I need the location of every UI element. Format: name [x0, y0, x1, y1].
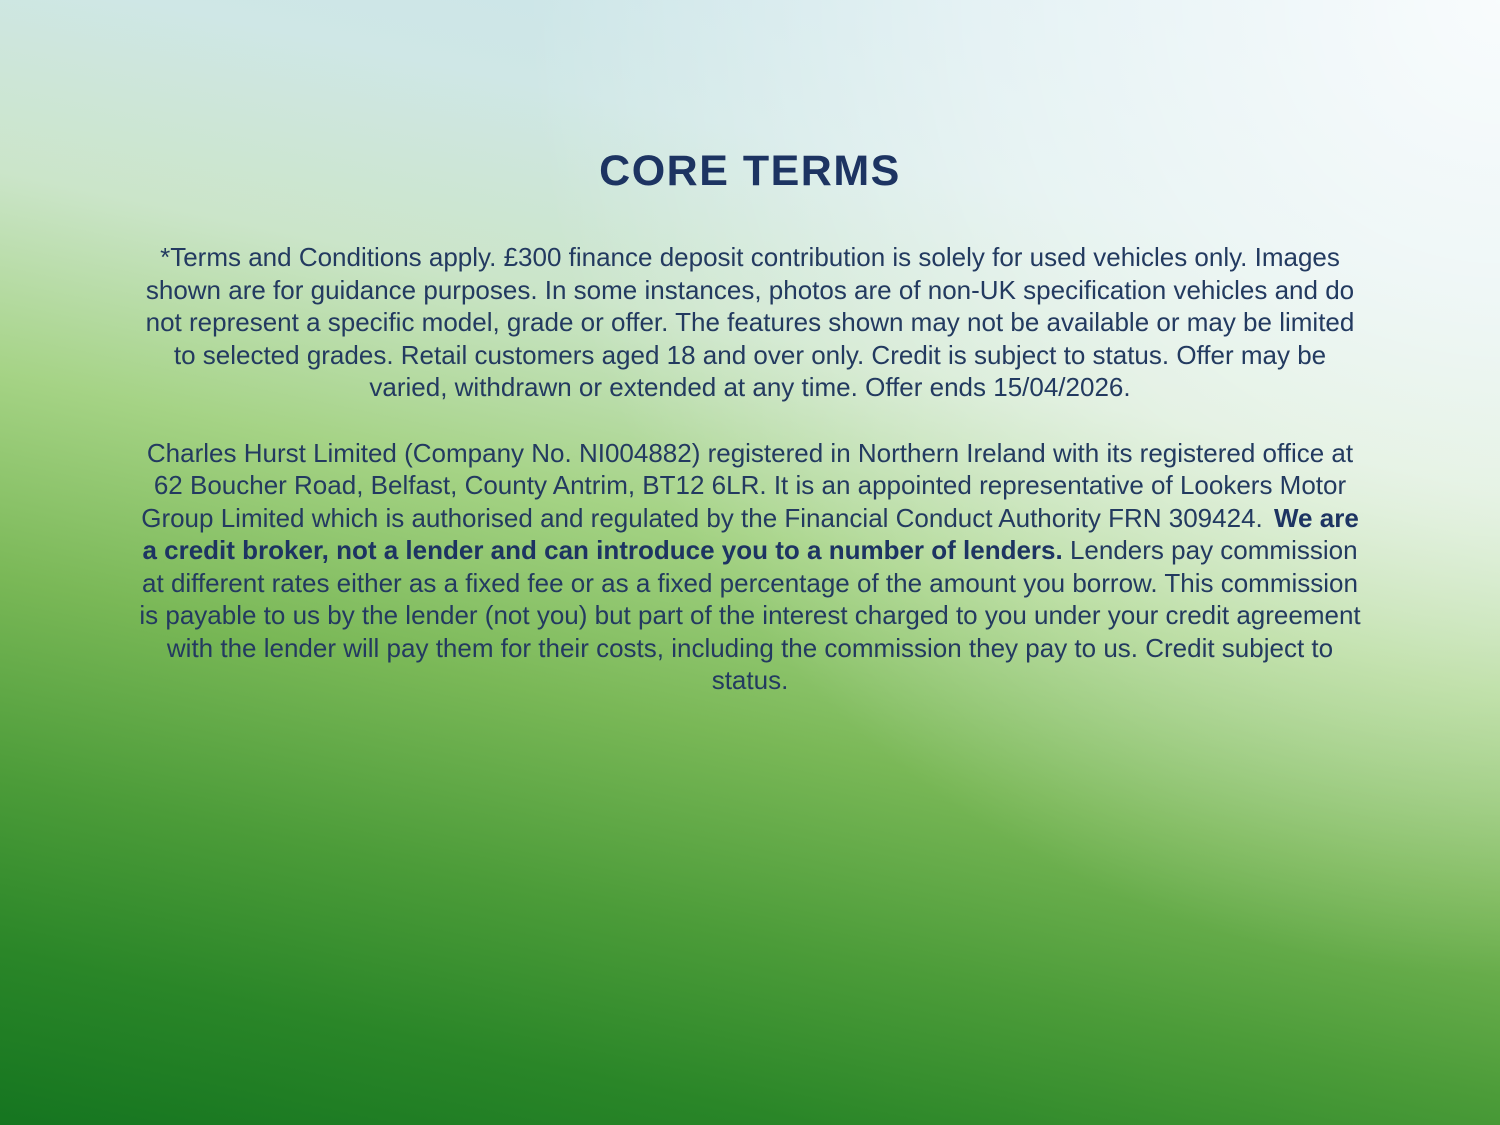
- company-legal-paragraph: [135, 437, 1365, 697]
- terms-content-block: [135, 0, 1365, 697]
- commission-disclosure-text: Lenders pay commission at different rates either as a fixed fee or as a fixed percentage of the amount you borrow. This commission is payable to us by the lender (not you) but part of the interest charged to you under your credit agreement with the lender will pay them for their costs, including the commission they pay to us. Credit subject to status.: [139, 535, 1361, 695]
- page-title: CORE TERMS: [599, 147, 901, 195]
- terms-conditions-paragraph: *Terms and Conditions apply. £300 finance deposit contribution is solely for used vehicles only. Images shown are for guidance purposes. In some instances, photos are of non-UK specification vehicles and do not represent a specific model, grade or offer. The features shown may not be available or may be limited to selected grades. Retail customers aged 18 and over only. Credit is subject to status. Offer may be varied, withdrawn or extended at any time. Offer ends 15/04/2026.: [145, 242, 1355, 402]
- company-registration-text: Charles Hurst Limited (Company No. NI004882) registered in Northern Ireland with its registered office at 62 Boucher Road, Belfast, County Antrim, BT12 6LR. It is an appointed representative of Lookers Motor Group Limited which is authorised and regulated by the Financial Conduct Authority FRN 309424.: [141, 437, 1354, 533]
- credit-broker-bold-text: We are a credit broker, not a lender and can introduce you to a number of lenders.: [142, 502, 1359, 565]
